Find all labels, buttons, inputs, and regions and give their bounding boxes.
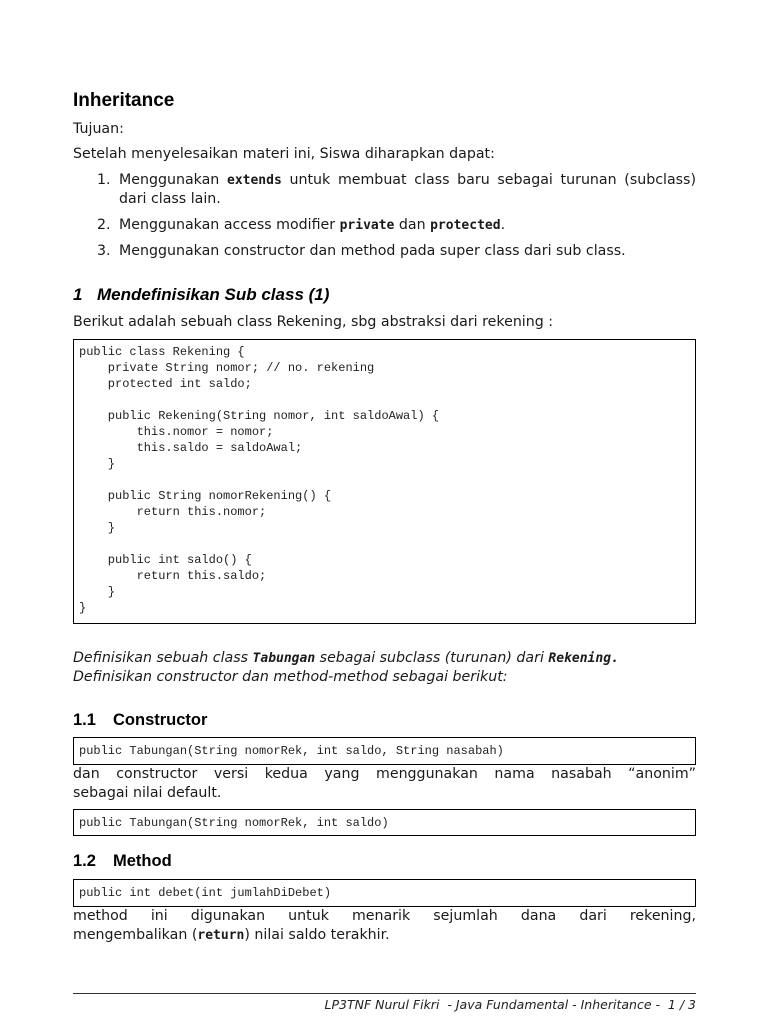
constructor-description-line: dan constructor versi kedua yang menggunakan nama nasabah “anonim”: [73, 766, 696, 782]
define-code: Tabungan: [252, 651, 316, 666]
section-1-1-heading: [73, 711, 207, 730]
objectives-list: [73, 171, 696, 261]
method-description-line: method ini digunakan untuk menarik sejumlah dana dari rekening,: [73, 908, 696, 924]
section-1-2-heading: [73, 852, 172, 871]
objective-item: [73, 242, 696, 261]
section-1-heading: [73, 285, 329, 305]
method-description: [73, 907, 696, 945]
rekening-code-block: [73, 339, 696, 624]
objective-code: protected: [430, 218, 501, 233]
document-title: Inheritance: [73, 90, 175, 111]
section-number: 1.1: [73, 711, 96, 729]
constructor-code-2: public Tabungan(String nomorRek, int saldo): [79, 816, 389, 830]
define-text: .: [611, 651, 619, 666]
define-code: Rekening: [548, 651, 612, 666]
intro-text: Setelah menyelesaikan materi ini, Siswa diharapkan dapat:: [73, 146, 495, 162]
constructor-code-2-box: [73, 809, 696, 836]
page-footer: LP3TNF Nurul Fikri - Java Fundamental - Inheritance - 1 / 3: [324, 997, 696, 1012]
section-title: Mendefinisikan Sub class (1): [97, 285, 330, 304]
section-number: 1: [73, 285, 83, 304]
objective-text: dan: [394, 217, 431, 233]
objective-item: [73, 216, 696, 235]
section-title: Constructor: [113, 711, 208, 729]
tujuan-label: Tujuan:: [73, 121, 124, 137]
constructor-description: [73, 765, 696, 803]
method-code-box: [73, 879, 696, 907]
section-1-intro: Berikut adalah sebuah class Rekening, sbg abstraksi dari rekening :: [73, 314, 554, 330]
rekening-code: public class Rekening { private String nomor; // no. rekening protected int saldo; public Rekening(String nomor, int saldoAwal) { this.nomor = nomor; this.saldo = saldoAwal; } public String nomorRekening() { return this.nomor; } public int saldo() { return this.saldo; } }: [79, 345, 440, 615]
objective-number: 3.: [97, 243, 111, 259]
footer-divider: [73, 993, 696, 994]
constructor-code-1-box: [73, 737, 696, 765]
objective-item: [73, 171, 696, 209]
constructor-code-1: public Tabungan(String nomorRek, int saldo, String nasabah): [79, 744, 504, 758]
method-description-text: mengembalikan (: [73, 927, 198, 943]
define-text: sebagai subclass (turunan) dari: [315, 650, 549, 666]
method-code: public int debet(int jumlahDiDebet): [79, 886, 332, 900]
define-text: Definisikan sebuah class: [73, 650, 253, 666]
objective-number: 2.: [97, 217, 111, 233]
objective-text: Menggunakan constructor dan method pada super class dari sub class.: [119, 243, 626, 259]
objective-text: Menggunakan access modifier: [119, 217, 340, 233]
objective-code: extends: [227, 173, 282, 188]
section-number: 1.2: [73, 852, 96, 870]
define-line-2: Definisikan constructor dan method-method sebagai berikut:: [73, 669, 508, 685]
objective-number: 1.: [97, 172, 111, 188]
section-title: Method: [113, 852, 172, 870]
constructor-description-line: sebagai nilai default.: [73, 785, 222, 801]
method-description-code: return: [197, 928, 245, 943]
objective-code: private: [339, 218, 395, 233]
method-description-text: ) nilai saldo terakhir.: [244, 927, 390, 943]
objective-text: untuk membuat class baru sebagai turunan (subclass) dari class lain.: [119, 172, 696, 207]
objective-text: .: [500, 217, 506, 233]
define-line-1: [73, 649, 619, 668]
objective-text: Menggunakan: [119, 172, 227, 188]
